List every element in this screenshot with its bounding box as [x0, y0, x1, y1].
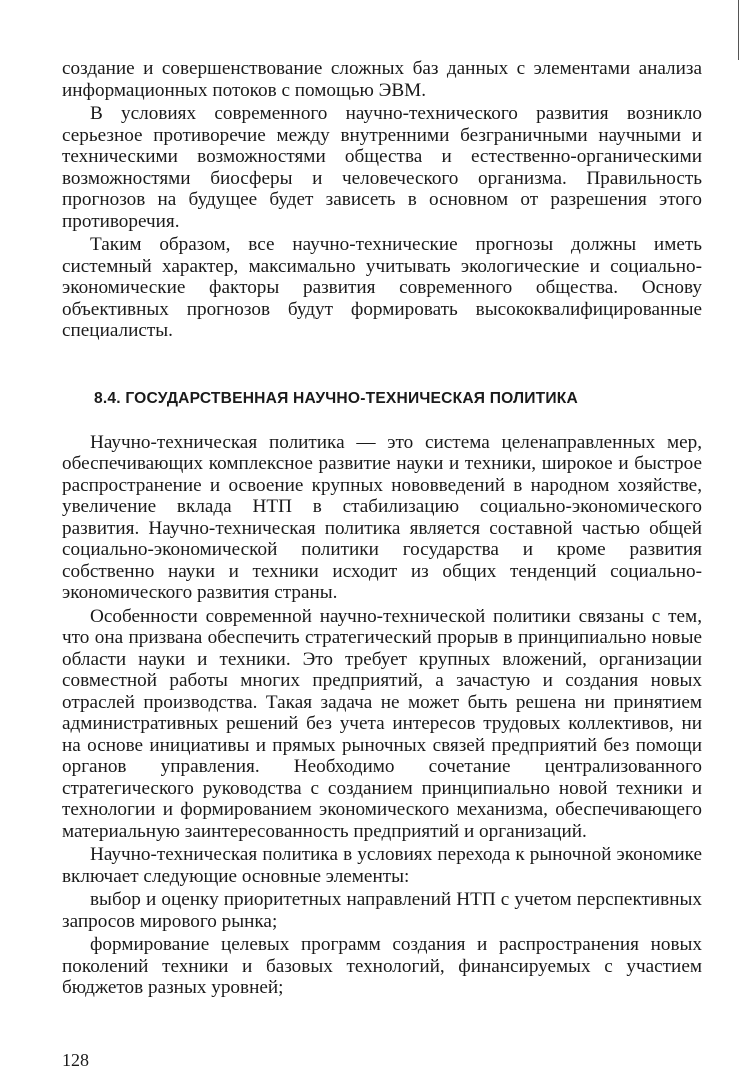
paragraph-bottom-1: Научно-техническая политика — это система целенаправленных мер, обеспечивающих комплексное развитие науки и техники, широкое и быстрое распространение и освоение крупных нововведений в народном хозяйстве, увеличение вклада НТП в стабилизацию социально-экономического развития. Научно-техническая политика является составной частью общей социально-экономической политики государства и кроме развития собственно науки и техники исходит из общих тенденций социально-экономического развития страны.: [62, 431, 702, 603]
paragraph-top-2: В условиях современного научно-технического развития возникло серьезное противоречие между внутренними безграничными научными и техническими возможностями общества и естественно-органическими возможностями биосферы и человеческого организма. Правильность прогнозов на будущее будет зависеть в основном от разрешения этого противоречия.: [62, 103, 702, 232]
list-item-2: формирование целевых программ создания и распространения новых поколений техники и базовых технологий, финансируемых с участием бюджетов разных уровней;: [62, 934, 702, 998]
paragraph-bottom-3: Научно-техническая политика в условиях перехода к рыночной экономике включает следующие основные элементы:: [62, 844, 702, 887]
section-heading: 8.4. ГОСУДАРСТВЕННАЯ НАУЧНО-ТЕХНИЧЕСКАЯ ПОЛИТИКА: [94, 389, 578, 407]
paragraph-bottom-2: Особенности современной научно-технической политики связаны с тем, что она призвана обеспечить стратегический прорыв в принципиально новые области науки и техники. Это требует крупных вложений, организации совместной работы многих предприятий, а зачастую и создания новых отраслей производства. Такая задача не может быть решена ни принятием административных решений без учета интересов трудовых коллективов, ни на основе инициативы и прямых рыночных связей предприятий без помощи органов управления. Необходимо сочетание централизованного стратегического руководства с созданием принципиально новой техники и технологии и формированием экономического механизма, обеспечивающего материальную заинтересованность предприятий и организаций.: [62, 605, 702, 842]
list-item-1: выбор и оценку приоритетных направлений НТП с учетом перспективных запросов мирового рынка;: [62, 889, 702, 932]
paragraph-top-1: создание и совершенствование сложных баз данных с элементами анализа информационных потоков с помощью ЭВМ.: [62, 58, 702, 101]
page-edge-mark: [738, 0, 739, 60]
page-number: 128: [62, 1050, 89, 1070]
page-body: [62, 58, 702, 1001]
paragraph-top-3: Таким образом, все научно-технические прогнозы должны иметь системный характер, максимально учитывать экологические и социально-экономические факторы развития современного общества. Основу объективных прогнозов будут формировать высококвалифицированные специалисты.: [62, 234, 702, 341]
